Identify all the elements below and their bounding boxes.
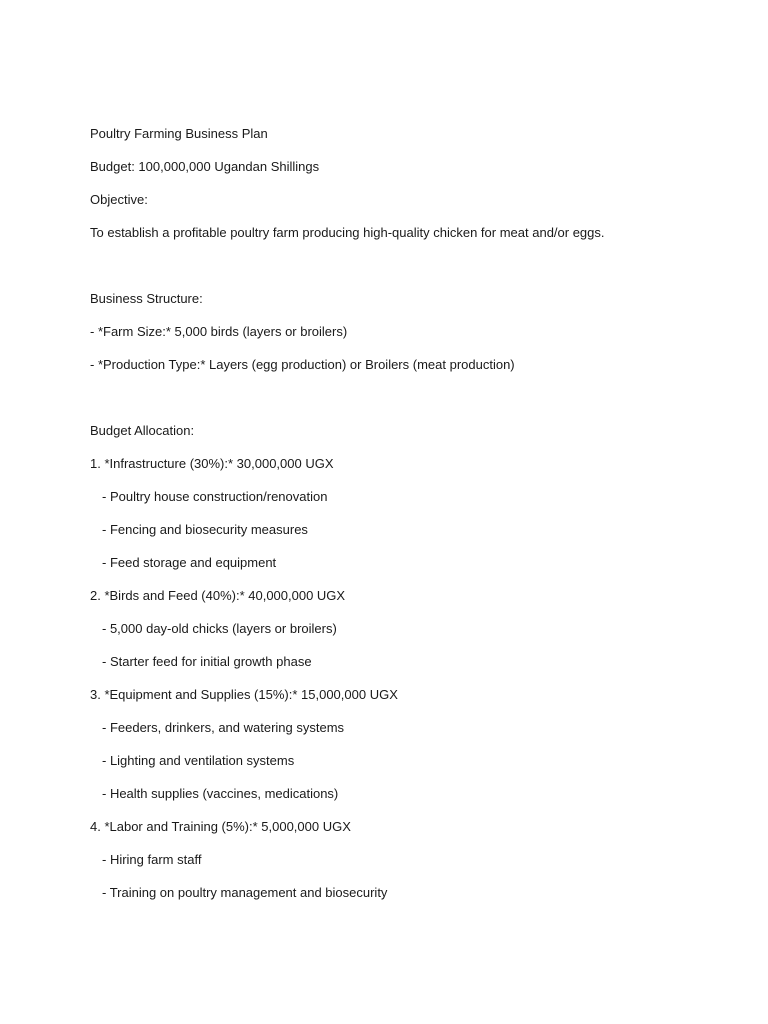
structure-heading: Business Structure: xyxy=(90,291,203,306)
allocation-item: - 5,000 day-old chicks (layers or broilers) xyxy=(102,621,337,636)
objective-heading: Objective: xyxy=(90,192,148,207)
allocation-item: - Fencing and biosecurity measures xyxy=(102,522,308,537)
allocation-item: - Health supplies (vaccines, medications) xyxy=(102,786,339,801)
allocation-infrastructure: 1. *Infrastructure (30%):* 30,000,000 UGX xyxy=(90,456,334,471)
structure-item-farm-size: - *Farm Size:* 5,000 birds (layers or broilers) xyxy=(90,324,348,339)
allocation-equipment-supplies: 3. *Equipment and Supplies (15%):* 15,000,000 UGX xyxy=(90,687,398,702)
allocation-birds-feed: 2. *Birds and Feed (40%):* 40,000,000 UGX xyxy=(90,588,346,603)
allocation-item: - Poultry house construction/renovation xyxy=(102,489,328,504)
allocation-heading: Budget Allocation: xyxy=(90,423,195,438)
document-page xyxy=(90,125,710,917)
structure-item-production-type: - *Production Type:* Layers (egg production) or Broilers (meat production) xyxy=(90,357,515,372)
allocation-item: - Feeders, drinkers, and watering systems xyxy=(102,720,345,735)
blank-line xyxy=(90,257,710,290)
allocation-item: - Hiring farm staff xyxy=(102,852,202,867)
document-title: Poultry Farming Business Plan xyxy=(90,126,268,141)
allocation-item: - Lighting and ventilation systems xyxy=(102,753,295,768)
allocation-item: - Feed storage and equipment xyxy=(102,555,277,570)
objective-text: To establish a profitable poultry farm producing high-quality chicken for meat and/or eggs. xyxy=(90,225,605,240)
blank-line xyxy=(90,389,710,422)
budget-line: Budget: 100,000,000 Ugandan Shillings xyxy=(90,159,320,174)
allocation-labor-training: 4. *Labor and Training (5%):* 5,000,000 UGX xyxy=(90,819,351,834)
allocation-item: - Training on poultry management and biosecurity xyxy=(102,885,388,900)
allocation-item: - Starter feed for initial growth phase xyxy=(102,654,312,669)
